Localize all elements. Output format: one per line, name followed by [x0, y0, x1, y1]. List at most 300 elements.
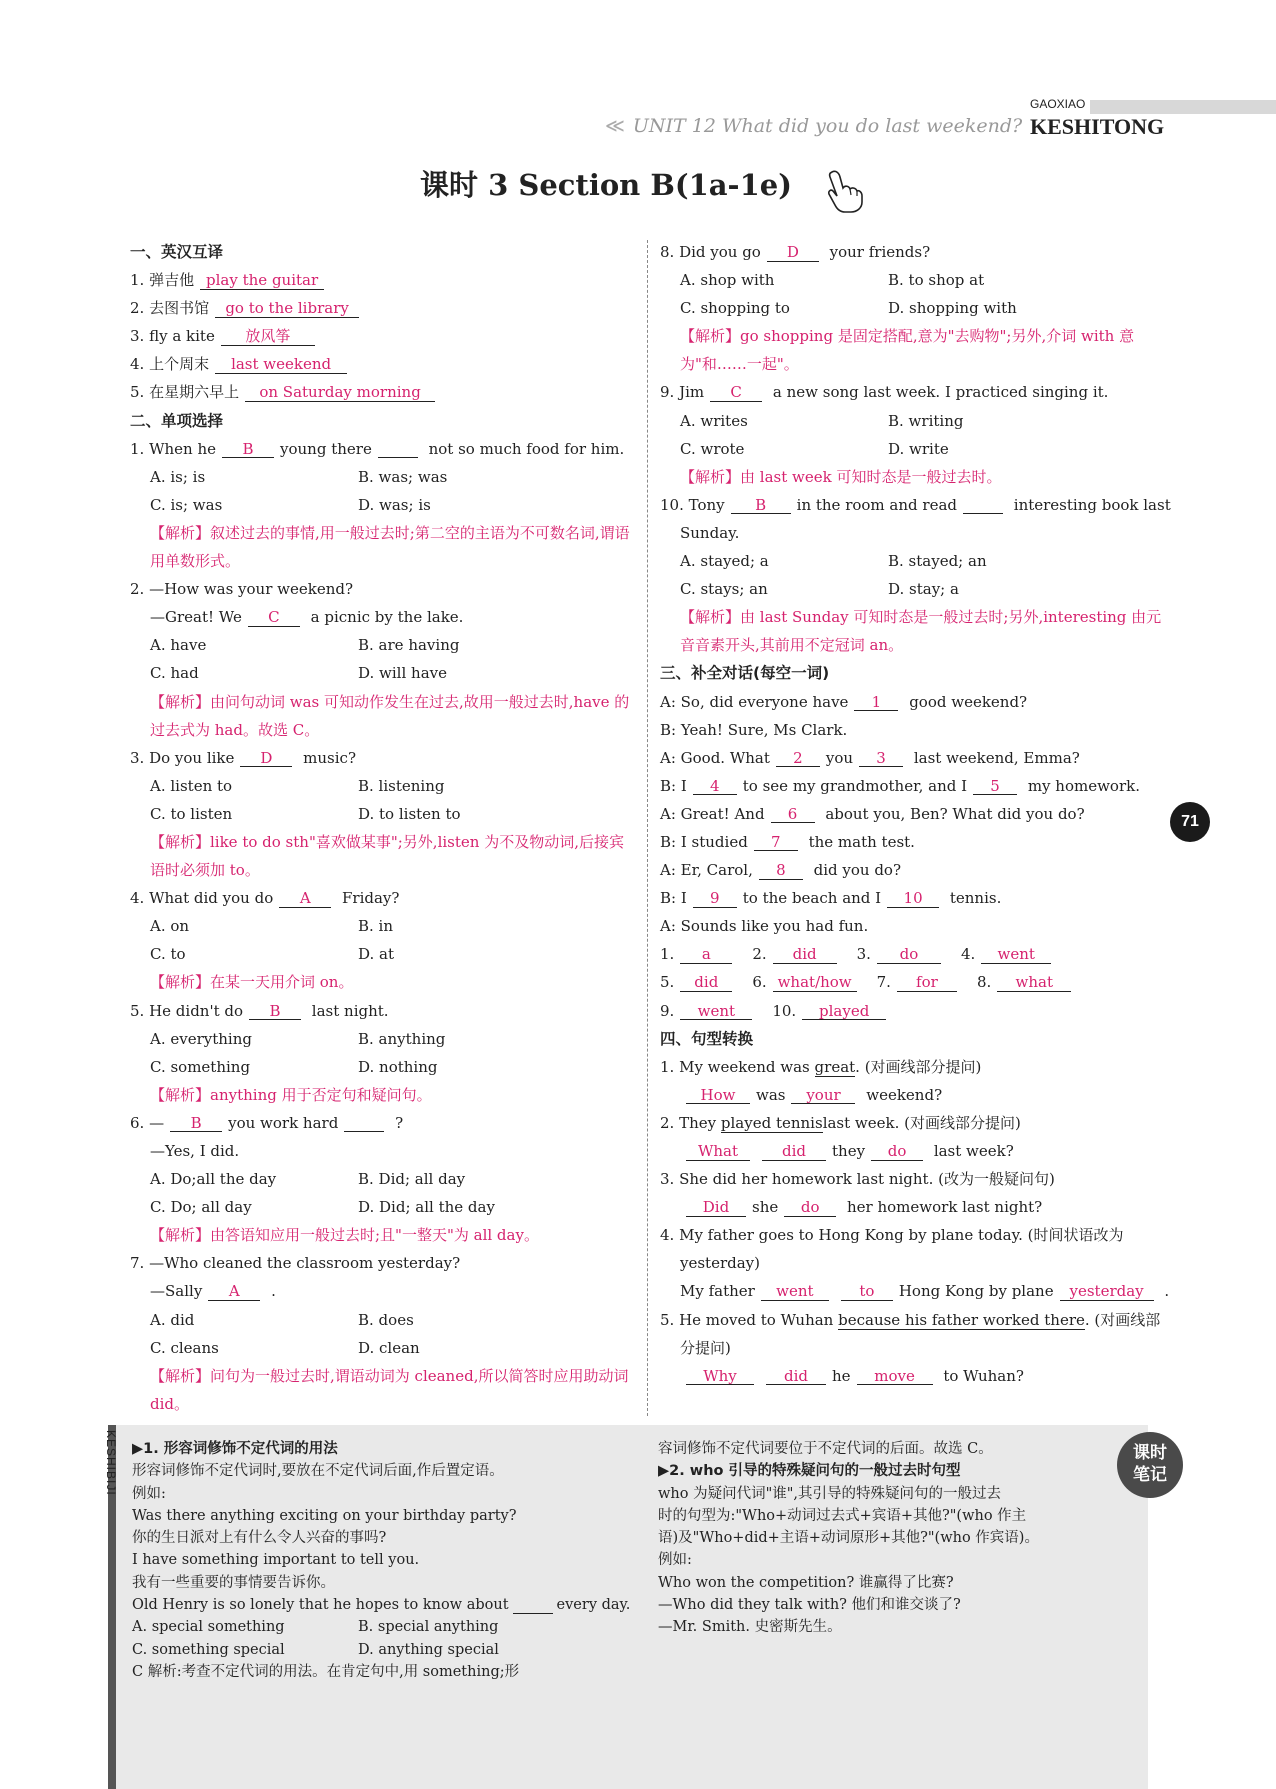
answer-blank: did [680, 974, 732, 992]
question-text: in the room and read [796, 495, 957, 514]
answer-blank: How [686, 1087, 750, 1105]
answer-item [752, 973, 862, 991]
question-text: your friends? [824, 243, 931, 261]
option-row [660, 266, 1170, 294]
question-text: 8. Did you go [660, 243, 761, 261]
answer-blank: on Saturday morning [245, 384, 435, 402]
note-line: I have something important to tell you. [132, 1552, 420, 1569]
exercise-column-left [130, 238, 635, 1418]
answer-blank: C [710, 384, 762, 402]
header-unit-text: UNIT 12 What did you do last weekend? [632, 115, 1023, 137]
question-line [660, 1109, 1170, 1137]
answer-item [752, 945, 842, 963]
option: D. shopping with [888, 299, 1017, 318]
question-text: A: Good. What [660, 748, 770, 767]
answer-blank: your [791, 1087, 855, 1105]
answer-blank: Did [686, 1199, 746, 1217]
question-line [130, 744, 635, 772]
answer-blank: what/how [773, 974, 857, 992]
answer-blank: 10 [887, 890, 939, 908]
answer-blank: go to the library [215, 300, 359, 318]
answer-number: 7. [876, 973, 891, 992]
answer-number: 2. [752, 945, 767, 964]
answer-blank: move [857, 1368, 933, 1386]
option-row [130, 491, 635, 519]
question-text: 4. What did you do [130, 889, 274, 908]
option: A. have [150, 636, 207, 655]
question-text: —Yes, I did. [150, 1142, 240, 1160]
answer-blank: 3 [859, 750, 903, 768]
question-line [130, 1249, 635, 1277]
question-text: . (对画线部分提问) [855, 1057, 982, 1076]
answer-item [660, 1002, 758, 1020]
explanation: 【解析】anything 用于否定句和疑问句。 [150, 1085, 432, 1104]
answer-blank: 5 [973, 778, 1017, 796]
question-text: 9. Jim [660, 383, 705, 402]
option-row [130, 940, 635, 968]
answer-item [660, 945, 738, 963]
space [810, 1058, 815, 1076]
question-text: . (对画线部 [1084, 1310, 1161, 1329]
option-row [660, 407, 1170, 435]
header-bar [1090, 100, 1276, 114]
option: A. on [150, 917, 190, 936]
option: C. is; was [150, 495, 223, 514]
question-line [660, 1221, 1170, 1249]
question-text: 3. She did her homework last night. (改为一般疑问句) [660, 1170, 1055, 1189]
option: C. Do; all day [150, 1198, 252, 1217]
badge-line-1: 课时 [1133, 1443, 1167, 1463]
question-text: Friday? [337, 889, 400, 908]
option: D. anything special [358, 1641, 499, 1658]
option: A. everything [150, 1029, 252, 1048]
question-text: they [832, 1142, 866, 1160]
option: C. something [150, 1057, 251, 1076]
notes-badge [1117, 1432, 1183, 1498]
note-line: 例如: [132, 1485, 166, 1502]
question-text: 5. He moved to Wuhan [660, 1310, 834, 1329]
question-line [660, 1137, 1170, 1165]
question-text: B: Yeah! Sure, Ms Clark. [660, 720, 848, 739]
answer-blank: went [761, 1283, 829, 1301]
question-text: B: I [660, 776, 687, 795]
question-text: Hong Kong by plane [898, 1282, 1054, 1301]
underlined-text: because his father worked there [838, 1310, 1085, 1329]
option: B. was; was [358, 467, 448, 486]
option: A. Do;all the day [150, 1170, 277, 1189]
question-line [660, 912, 1170, 940]
question-line [660, 1081, 1170, 1109]
option: A. is; is [150, 467, 206, 486]
question-text: B: I studied [660, 832, 748, 851]
question-text: B: I [660, 889, 687, 908]
note-line: 你的生日派对上有什么令人兴奋的事吗? [132, 1530, 387, 1547]
explanation: 【解析】like to do sth"喜欢做某事";另外,listen 为不及物动词,后接宾语时必须加 to。 [150, 832, 624, 880]
note-line: 例如: [658, 1552, 692, 1569]
question-text: weekend? [861, 1085, 943, 1104]
answer-blank: do [871, 1143, 923, 1161]
question-text: 1. When he [130, 439, 217, 458]
option-row [130, 659, 635, 687]
answer-blank: to [841, 1283, 893, 1301]
question-text: A: Great! And [660, 804, 765, 823]
question-text: last week. (对画线部分提问) [822, 1113, 1021, 1132]
answer-blank: What [686, 1143, 750, 1161]
question-line [130, 997, 635, 1025]
option: B. listening [358, 776, 445, 795]
question-text: ? [390, 1113, 404, 1132]
question-text: interesting book last [1009, 495, 1171, 514]
question-text: she [752, 1198, 779, 1217]
answer-blank: for [897, 974, 957, 992]
note-line: —Who did they talk with? 他们和谁交谈了? [658, 1597, 961, 1614]
answer-blank: a [680, 946, 732, 964]
answer-number: 1. [660, 945, 675, 964]
question-text: 3. fly a kite [130, 327, 215, 346]
question-text: you [825, 748, 854, 767]
note-line: Was there anything exciting on your birthday party? [132, 1507, 517, 1524]
option: D. write [888, 439, 949, 458]
answer-item [857, 945, 947, 963]
question-text: —Sally [150, 1282, 203, 1301]
answer-blank: 4 [693, 778, 737, 796]
answer-blank: did [773, 946, 837, 964]
answer-blank: B [170, 1115, 222, 1133]
answer-blank [963, 497, 1003, 515]
question-text: did you do? [808, 861, 902, 880]
answer-number: 9. [660, 1001, 675, 1020]
option-row [130, 1306, 635, 1334]
answer-blank [344, 1115, 384, 1133]
answer-blank: what [997, 974, 1071, 992]
option: D. to listen to [358, 804, 461, 823]
header-unit [605, 115, 1022, 137]
question-text: good weekend? [904, 692, 1028, 711]
notes-column-right [658, 1438, 1110, 1639]
question-line [130, 1277, 635, 1305]
question-line [660, 1277, 1170, 1305]
question-text: tennis. [945, 889, 1002, 908]
question-line [130, 350, 635, 378]
option-row [660, 435, 1170, 463]
header-brand: KESHITONG [1030, 114, 1165, 139]
answer-item [772, 1002, 892, 1020]
answer-blank: B [222, 441, 274, 459]
note-line: 我有一些重要的事情要告诉你。 [132, 1574, 335, 1591]
answer-number: 5. [660, 973, 675, 992]
option-row [130, 1334, 635, 1362]
option-row [660, 294, 1170, 322]
question-text: to Wuhan? [938, 1366, 1024, 1385]
underlined-text: played tennis [720, 1113, 823, 1132]
answer-blank: play the guitar [200, 272, 324, 290]
question-line [130, 575, 635, 603]
answer-item [660, 973, 738, 991]
question-text: he [832, 1366, 851, 1385]
option: C. had [150, 664, 199, 683]
question-line [130, 266, 635, 294]
option: C. something special [132, 1641, 285, 1658]
question-text: to the beach and I [742, 889, 882, 908]
question-line [660, 800, 1170, 828]
answer-blank [513, 1596, 553, 1614]
option: B. stayed; an [888, 552, 987, 571]
explanation: 【解析】由 last week 可知时态是一般过去时。 [680, 467, 1002, 486]
question-line [660, 1362, 1170, 1390]
answer-number: 3. [856, 945, 871, 964]
note-heading: ▶1. 形容词修饰不定代词的用法 [132, 1441, 338, 1457]
option-row [130, 463, 635, 491]
answer-item [961, 945, 1057, 963]
note-text: every day. [556, 1597, 631, 1614]
question-text: 5. 在星期六早上 [130, 383, 240, 402]
answer-row [660, 968, 1170, 996]
chevron-left-icon: ≪ [605, 115, 625, 137]
option: A. listen to [150, 776, 233, 795]
option: B. does [358, 1310, 414, 1329]
option: C. cleans [150, 1338, 219, 1357]
answer-number: 10. [772, 1001, 797, 1020]
answer-blank: A [279, 890, 331, 908]
option-row [130, 800, 635, 828]
question-line [660, 856, 1170, 884]
option: D. clean [358, 1338, 420, 1357]
answer-blank: 9 [693, 890, 737, 908]
answer-blank: went [981, 946, 1051, 964]
answer-blank: do [877, 946, 941, 964]
question-line [660, 519, 1170, 547]
pointing-hand-icon [826, 168, 866, 218]
question-text: about you, Ben? What did you do? [820, 804, 1085, 823]
option: B. to shop at [888, 271, 985, 290]
question-text: 2. They [660, 1113, 717, 1132]
answer-blank: D [240, 750, 292, 768]
answer-item [877, 973, 963, 991]
question-line [130, 603, 635, 631]
question-line [130, 435, 635, 463]
option-row [130, 772, 635, 800]
option-row [660, 547, 1170, 575]
question-text: her homework last night? [842, 1198, 1043, 1217]
question-text: a new song last week. I practiced singing it. [768, 383, 1109, 402]
header-gaoxiao: GAOXIAO [1030, 97, 1086, 111]
question-text: A: Sounds like you had fun. [660, 917, 869, 936]
question-text: . [1159, 1282, 1170, 1301]
answer-blank: D [767, 244, 819, 262]
question-text: music? [298, 748, 356, 767]
column-divider [647, 240, 648, 1416]
option: A. special something [132, 1619, 285, 1636]
question-text: last weekend, Emma? [909, 748, 1080, 767]
question-line [130, 1137, 635, 1165]
explanation: 【解析】问句为一般过去时,谓语动词为 cleaned,所以简答时应用助动词 did。 [150, 1366, 629, 1413]
option: B. writing [888, 411, 964, 430]
question-text: you work hard [228, 1113, 339, 1132]
notes-vertical-label: KESHIBIJI [104, 1430, 118, 1496]
answer-blank: did [766, 1368, 826, 1386]
explanation: 【解析】在某一天用介词 on。 [150, 973, 354, 992]
section-heading: 一、英汉互译 [130, 243, 224, 261]
explanation: 【解析】叙述过去的事情,用一般过去时;第二空的主语为不可数名词,谓语用单数形式。 [150, 523, 630, 571]
question-line [660, 1334, 1170, 1362]
note-text: Old Henry is so lonely that he hopes to know about [132, 1597, 509, 1614]
answer-number: 4. [960, 945, 976, 964]
question-line [660, 491, 1170, 519]
question-text: my homework. [1023, 776, 1140, 795]
question-text: young there [280, 439, 372, 458]
answer-blank: played [802, 1003, 886, 1021]
exercise-column-right [660, 238, 1170, 1390]
question-text: 3. Do you like [130, 748, 235, 767]
page-title: 课时 3 Section B(1a-1e) [420, 168, 792, 202]
option: C. stays; an [680, 580, 768, 599]
question-text: 4. 上个周末 [130, 355, 210, 374]
question-text: 2. 去图书馆 [130, 299, 210, 318]
option-row [130, 1053, 635, 1081]
answer-blank: went [680, 1003, 752, 1021]
note-line: who 为疑问代词"谁",其引导的特殊疑问句的一般过去 [658, 1485, 1002, 1502]
question-line [660, 772, 1170, 800]
answer-blank: 2 [776, 750, 820, 768]
answer-number: 6. [752, 973, 767, 992]
note-heading: ▶2. who 引导的特殊疑问句的一般过去时句型 [658, 1463, 961, 1480]
question-line [660, 378, 1170, 406]
note-line: 形容词修饰不定代词时,要放在不定代词后面,作后置定语。 [132, 1463, 504, 1480]
question-text: Sunday. [680, 523, 740, 542]
question-text: A: Er, Carol, [660, 861, 753, 880]
answer-blank: yesterday [1060, 1283, 1154, 1301]
answer-row [660, 997, 1170, 1025]
option-row [130, 631, 635, 659]
option-row [660, 575, 1170, 603]
answer-blank: last weekend [215, 356, 347, 374]
answer-blank: A [208, 1283, 260, 1301]
option-row [130, 1193, 635, 1221]
option: A. stayed; a [680, 552, 769, 571]
question-text: 4. My father goes to Hong Kong by plane today. (时间状语改为 [660, 1226, 1124, 1245]
option: B. special anything [358, 1619, 499, 1636]
answer-blank: B [249, 1003, 301, 1021]
question-line [130, 1109, 635, 1137]
note-option-row [132, 1616, 647, 1638]
answer-blank: 放风筝 [221, 328, 315, 346]
question-line [660, 1053, 1170, 1081]
question-text: 10. Tony [660, 495, 725, 514]
section-heading: 四、句型转换 [660, 1029, 754, 1048]
question-text: . [266, 1282, 276, 1301]
question-text: not so much food for him. [423, 439, 625, 458]
explanation: 【解析】由 last Sunday 可知时态是一般过去时;另外,interesting 由元音音素开头,其前用不定冠词 an。 [680, 608, 1162, 655]
question-text: 1. My weekend was [660, 1057, 810, 1076]
question-text: 分提问) [680, 1338, 731, 1357]
question-line [660, 884, 1170, 912]
option-row [130, 1025, 635, 1053]
question-text: to see my grandmother, and I [742, 776, 968, 795]
option: D. at [358, 945, 394, 964]
answer-blank: Why [686, 1368, 754, 1386]
question-text: 7. —Who cleaned the classroom yesterday? [130, 1254, 461, 1273]
option: C. wrote [680, 439, 745, 458]
explanation: 【解析】go shopping 是固定搭配,意为"去购物";另外,介词 with 意为"和……一起"。 [680, 327, 1135, 374]
question-text: the math test. [803, 832, 915, 851]
badge-line-2: 笔记 [1133, 1465, 1167, 1485]
section-heading: 三、补全对话(每空一词) [660, 664, 830, 683]
option-row [130, 912, 635, 940]
answer-number: 8. [976, 973, 992, 992]
option-row [130, 1165, 635, 1193]
option: C. to [150, 945, 186, 964]
question-line [660, 716, 1170, 744]
underlined-text: great [814, 1057, 856, 1076]
question-line [660, 1193, 1170, 1221]
note-line [132, 1594, 647, 1616]
question-line [660, 1165, 1170, 1193]
page-number: 71 [1170, 802, 1210, 842]
answer-blank: 8 [759, 862, 803, 880]
option: D. stay; a [888, 580, 959, 599]
question-line [130, 322, 635, 350]
option: B. anything [358, 1029, 446, 1048]
question-text: 2. —How was your weekend? [130, 580, 354, 599]
answer-item [977, 973, 1077, 991]
question-text: 6. — [130, 1113, 165, 1132]
question-line [130, 884, 635, 912]
question-text: My father [680, 1282, 755, 1301]
question-line [660, 828, 1170, 856]
option: D. will have [358, 664, 447, 683]
question-text: 1. 弹吉他 [130, 271, 195, 290]
question-text: A: So, did everyone have [660, 692, 849, 711]
note-line: 容词修饰不定代词要位于不定代词的后面。故选 C。 [658, 1441, 993, 1457]
answer-blank: did [762, 1143, 826, 1161]
answer-blank [378, 441, 418, 459]
answer-blank: B [731, 497, 791, 515]
answer-blank: 6 [771, 806, 815, 824]
question-text: 5. He didn't do [130, 1001, 244, 1020]
option: D. was; is [358, 495, 431, 514]
question-text: was [756, 1085, 786, 1104]
option: A. shop with [680, 271, 775, 290]
question-line [660, 744, 1170, 772]
option: A. writes [680, 411, 748, 430]
question-line [130, 378, 635, 406]
note-line: Who won the competition? 谁赢得了比赛? [658, 1574, 954, 1591]
question-text: —Great! We [150, 608, 242, 627]
note-line: C 解析:考查不定代词的用法。在肯定句中,用 something;形 [132, 1663, 520, 1680]
option: D. nothing [358, 1057, 438, 1076]
notes-column-left [132, 1438, 647, 1683]
option: B. are having [358, 636, 460, 655]
answer-blank: do [784, 1199, 836, 1217]
note-option-row [132, 1639, 647, 1661]
note-line: 时的句型为:"Who+动词过去式+宾语+其他?"(who 作主 [658, 1507, 1027, 1524]
option: D. Did; all the day [358, 1198, 495, 1217]
answer-row [660, 940, 1170, 968]
question-text: a picnic by the lake. [305, 608, 464, 627]
answer-blank: C [248, 609, 300, 627]
explanation: 【解析】由答语知应用一般过去时;且"一整天"为 all day。 [150, 1226, 539, 1245]
option: C. shopping to [680, 299, 790, 318]
question-line [660, 1249, 1170, 1277]
answer-blank: 7 [754, 834, 798, 852]
question-line [130, 294, 635, 322]
question-text: last night. [307, 1001, 389, 1020]
note-line: 语)及"Who+did+主语+动词原形+其他?"(who 作宾语)。 [658, 1530, 1039, 1547]
option: A. did [150, 1310, 195, 1329]
option: B. in [358, 917, 394, 936]
answer-blank: 1 [854, 694, 898, 712]
option: C. to listen [150, 804, 233, 823]
